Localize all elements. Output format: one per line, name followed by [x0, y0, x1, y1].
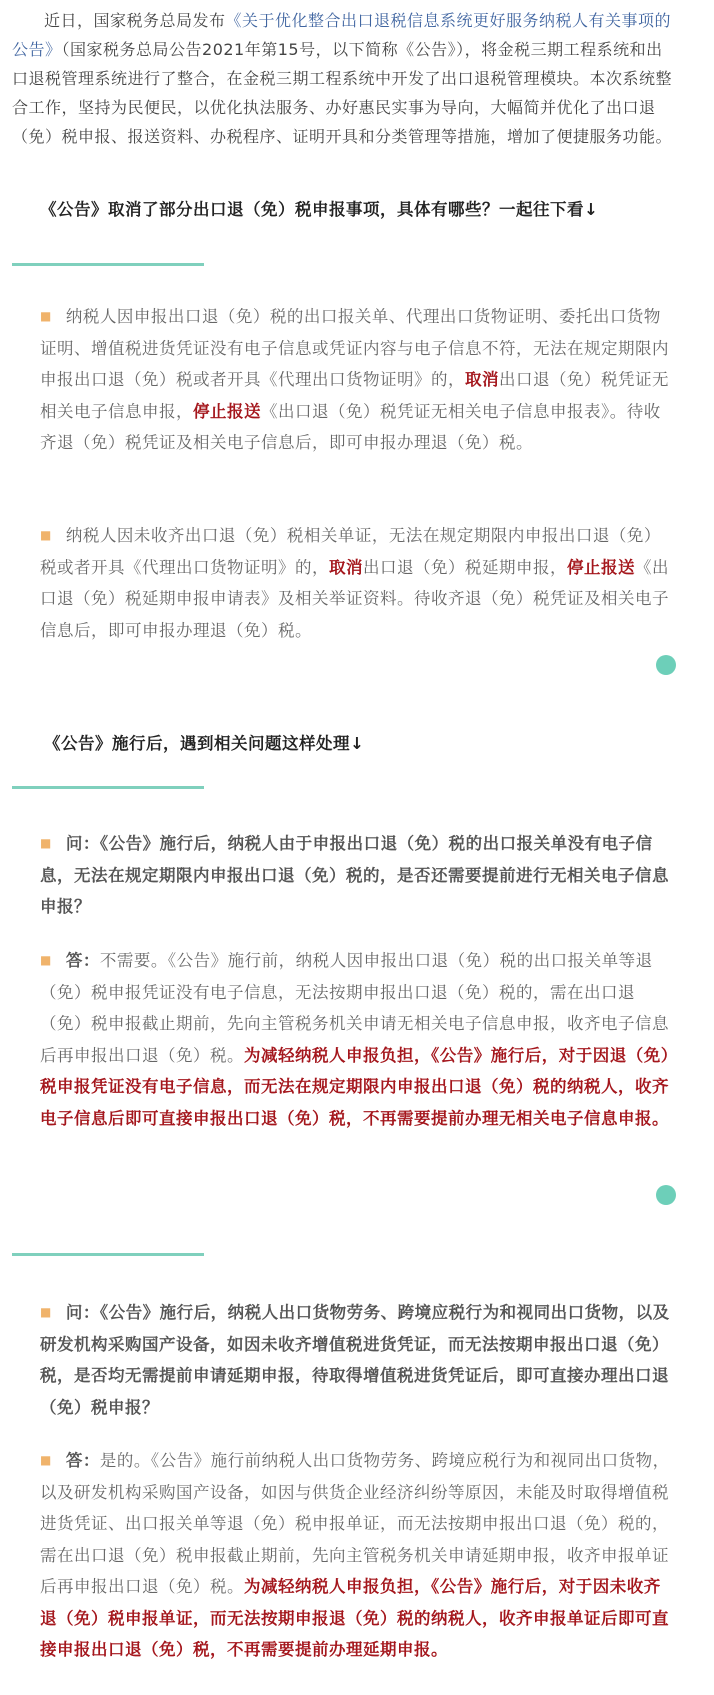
bullet-square-icon: ■	[40, 836, 52, 850]
bullet-square-icon: ■	[40, 953, 52, 967]
section-heading-cancelled-items: 《公告》取消了部分出口退（免）税申报事项，具体有哪些？一起往下看↓	[40, 200, 599, 219]
answer-1: ■ 答：不需要。《公告》施行前，纳税人因申报出口退（免）税的出口报关单等退（免）税申报凭证没有电子信息，无法按期申报出口退（免）税的，需在出口退（免）税申报截止期前，先向主管税务机关申请无相关电子信息申报，收齐电子信息后再申报出口退（免）税。为减轻纳税人申报负担，《公告》施行后，对于因退（免）税申报凭证没有电子信息，而无法在规定期限内申报出口退（免）税的纳税人，收齐电子信息后即可直接申报出口退（免）税，不再需要提前办理无相关电子信息申报。	[40, 951, 670, 1128]
bullet-square-icon: ■	[40, 528, 52, 542]
bullet-square-icon: ■	[40, 1453, 52, 1467]
bullet-square-icon: ■	[40, 309, 52, 323]
section-end-dot-icon	[656, 1185, 676, 1205]
section-divider	[12, 786, 204, 789]
section-divider	[12, 1253, 204, 1256]
list-item: ■ 纳税人因申报出口退（免）税的出口报关单、代理出口货物证明、委托出口货物证明、增值税进货凭证没有电子信息或凭证内容与电子信息不符，无法在规定期限内申报出口退（免）税或者开具《代理出口货物证明》的，取消出口退（免）税凭证无相关电子信息申报，停止报送《出口退（免）税凭证无相关电子信息申报表》。待收齐退（免）税凭证及相关电子信息后，即可申报办理退（免）税。	[40, 307, 669, 452]
highlight-cancel: 取消	[329, 557, 363, 577]
section-divider	[12, 263, 204, 266]
question-1: ■ 问：《公告》施行后，纳税人由于申报出口退（免）税的出口报关单没有电子信息，无法在规定期限内申报出口退（免）税的，是否还需要提前进行无相关电子信息申报？	[40, 834, 669, 916]
highlight-stop: 停止报送	[193, 401, 261, 421]
answer-2: ■ 答：是的。《公告》施行前纳税人出口货物劳务、跨境应税行为和视同出口货物，以及研发机构采购国产设备，如因与供货企业经济纠纷等原因，未能及时取得增值税进货凭证、出口报关单等退（免）税申报单证，而无法按期申报出口退（免）税的，需在出口退（免）税申报截止期前，先向主管税务机关申请延期申报，收齐申报单证后再申报出口退（免）税。为减轻纳税人申报负担，《公告》施行后，对于因未收齐退（免）税申报单证，而无法按期申报退（免）税的纳税人，收齐申报单证后即可直接申报出口退（免）税，不再需要提前办理延期申报。	[40, 1451, 670, 1659]
announcement-link[interactable]: 《关于优化整合出口退税信息系统更好服务纳税人有关事项的公告》	[12, 11, 672, 59]
intro-paragraph	[12, 6, 676, 151]
intro-text-continued: （国家税务总局公告2021年第15号，以下简称《公告》），将金税三期工程系统和出口退税管理系统进行了整合，在金税三期工程系统中开发了出口退税管理模块。本次系统整合工作，坚持为民便民，以优化执法服务、办好惠民实事为导向，大幅简并优化了出口退（免）税申报、报送资料、办税程序、证明开具和分类管理等措施，增加了便捷服务功能。	[12, 40, 673, 146]
highlight-answer: 为减轻纳税人申报负担，《公告》施行后，对于因未收齐退（免）税申报单证，而无法按期申报退（免）税的纳税人，收齐申报单证后即可直接申报出口退（免）税，不再需要提前办理延期申报。	[40, 1577, 669, 1659]
question-2: ■ 问：《公告》施行后，纳税人出口货物劳务、跨境应税行为和视同出口货物，以及研发机构采购国产设备，如因未收齐增值税进货凭证，而无法按期申报出口退（免）税，是否均无需提前申请延期申报，待取得增值税进货凭证后，即可直接办理出口退（免）税申报？	[40, 1303, 670, 1417]
section-heading-qa: 《公告》施行后，遇到相关问题这样处理↓	[44, 734, 365, 753]
highlight-answer: 为减轻纳税人申报负担，《公告》施行后，对于因退（免）税申报凭证没有电子信息，而无法在规定期限内申报出口退（免）税的纳税人，收齐电子信息后即可直接申报出口退（免）税，不再需要提前办理无相关电子信息申报。	[40, 1045, 670, 1128]
intro-text: 近日，国家税务总局发布	[44, 11, 226, 30]
highlight-stop: 停止报送	[567, 557, 635, 577]
section-end-dot-icon	[656, 655, 676, 675]
list-item: ■ 纳税人因未收齐出口退（免）税相关单证，无法在规定期限内申报出口退（免）税或者开具《代理出口货物证明》的，取消出口退（免）税延期申报，停止报送《出口退（免）税延期申报申请表》及相关举证资料。待收齐退（免）税凭证及相关电子信息后，即可申报办理退（免）税。	[40, 526, 669, 640]
bullet-square-icon: ■	[40, 1305, 52, 1319]
highlight-cancel: 取消	[465, 370, 499, 389]
